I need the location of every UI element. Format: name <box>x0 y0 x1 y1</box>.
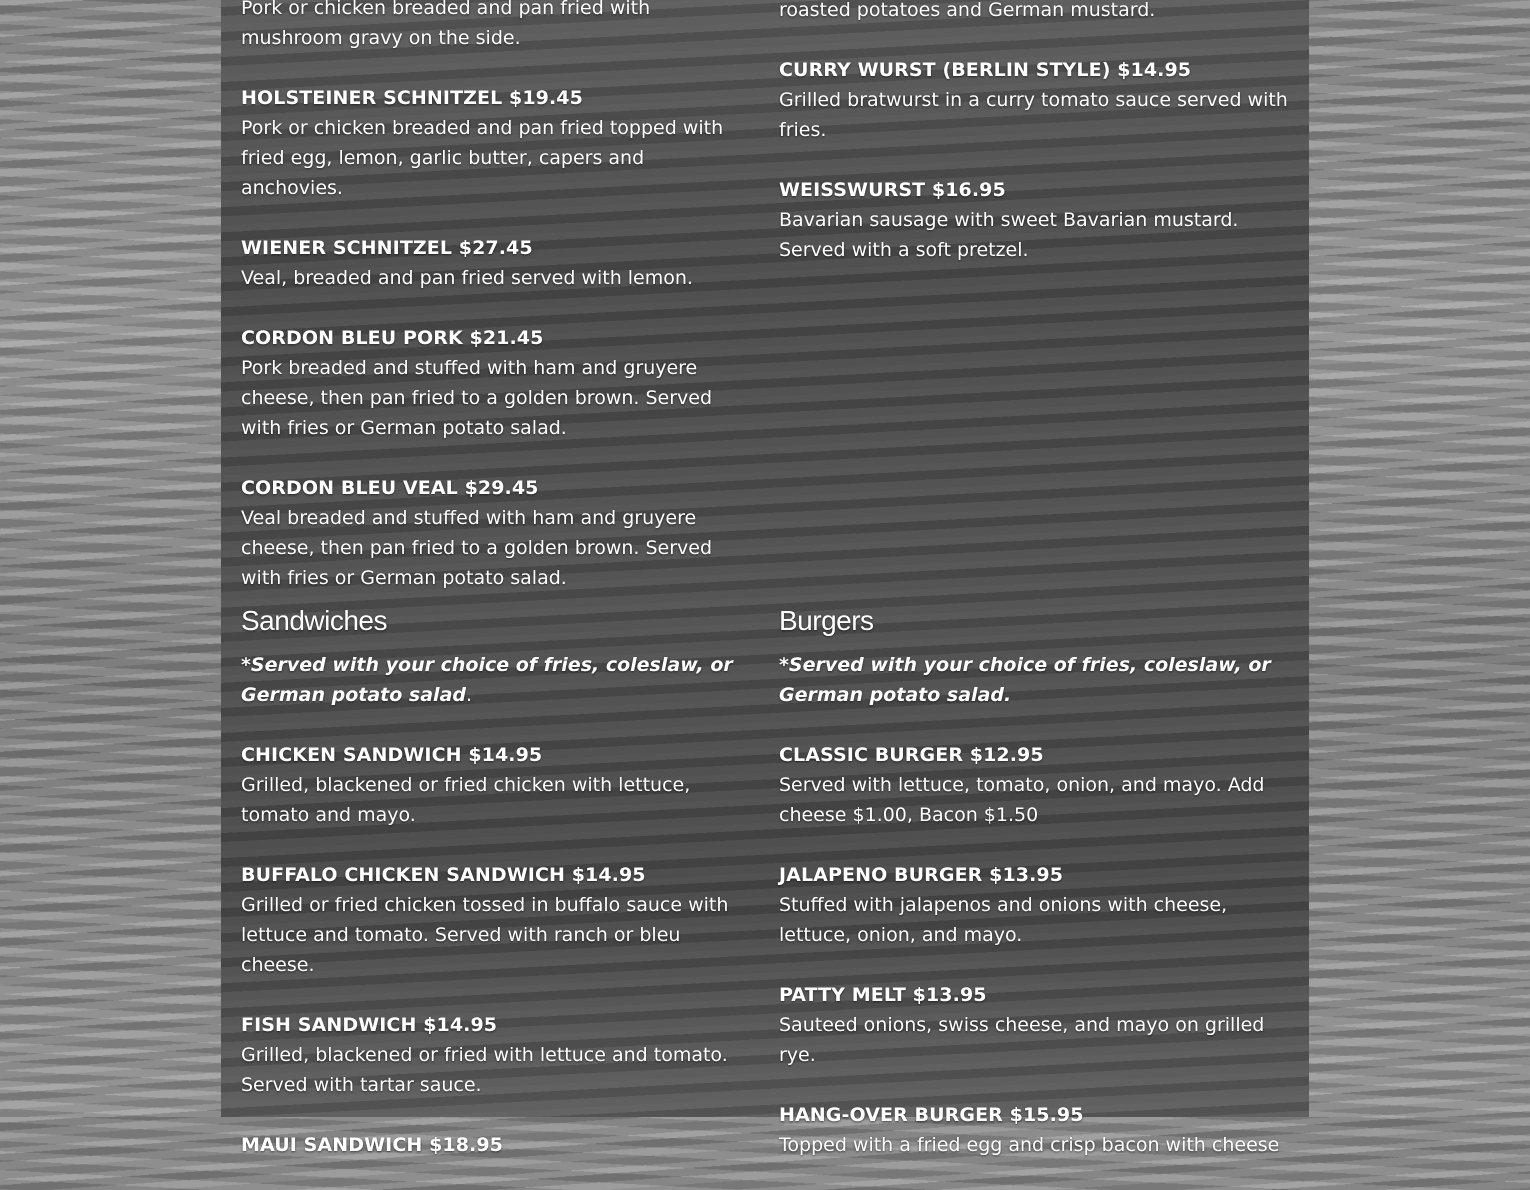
item-description: Grilled, blackened or fried chicken with lettuce, tomato and mayo. <box>241 774 691 826</box>
item-description: Pork or chicken breaded and pan fried topped with fried egg, lemon, garlic butter, capers and anchovies. <box>241 117 724 199</box>
menu-item <box>241 473 751 593</box>
item-name: WEISSWURST $16.95 <box>779 179 1006 201</box>
menu-item <box>779 980 1289 1070</box>
item-name: CHICKEN SANDWICH $14.95 <box>241 744 543 766</box>
item-description: Sauteed onions, swiss cheese, and mayo on grilled rye. <box>779 1014 1265 1066</box>
item-name: CORDON BLEU VEAL $29.45 <box>241 477 539 499</box>
menu-item <box>779 55 1289 145</box>
menu-item <box>779 740 1289 830</box>
item-name: BUFFALO CHICKEN SANDWICH $14.95 <box>241 864 646 886</box>
item-name: CURRY WURST (BERLIN STYLE) $14.95 <box>779 59 1192 81</box>
item-description: Pork or chicken breaded and pan fried with mushroom gravy on the side. <box>241 0 651 49</box>
burgers-section <box>779 604 1289 1190</box>
menu-item <box>241 1130 751 1160</box>
note-suffix: . <box>466 684 473 706</box>
sausage-column <box>779 0 1289 295</box>
menu-item <box>241 860 751 980</box>
menu-item <box>241 323 751 443</box>
item-description: Served with lettuce, tomato, onion, and mayo. Add cheese $1.00, Bacon $1.50 <box>779 774 1265 826</box>
menu-item <box>241 233 751 293</box>
item-name: CORDON BLEU PORK $21.45 <box>241 327 544 349</box>
menu-item <box>779 860 1289 950</box>
item-name: FISH SANDWICH $14.95 <box>241 1014 498 1036</box>
item-name: CLASSIC BURGER $12.95 <box>779 744 1044 766</box>
item-name: HANG-OVER BURGER $15.95 <box>779 1104 1084 1126</box>
item-name: PATTY MELT $13.95 <box>779 984 987 1006</box>
menu-item <box>241 0 751 53</box>
item-description: Pork breaded and stuffed with ham and gruyere cheese, then pan fried to a golden brown. Served with fries or German potato salad. <box>241 357 713 439</box>
note-text: *Served with your choice of fries, coleslaw, or German potato salad <box>241 654 733 706</box>
item-description: Grilled bratwurst in a curry tomato sauce served with fries. <box>779 89 1288 141</box>
item-description: Veal breaded and stuffed with ham and gruyere cheese, then pan fried to a golden brown. Served with fries or German potato salad. <box>241 507 713 589</box>
item-name: WIENER SCHNITZEL $27.45 <box>241 237 533 259</box>
item-name: HOLSTEINER SCHNITZEL $19.45 <box>241 87 583 109</box>
sandwiches-section <box>241 604 751 1190</box>
menu-item <box>779 0 1289 25</box>
item-description: Veal, breaded and pan fried served with lemon. <box>241 267 693 289</box>
section-heading: Sandwiches <box>241 605 387 636</box>
menu-item <box>779 175 1289 265</box>
item-description: Grilled, blackened or fried with lettuce and tomato. Served with tartar sauce. <box>241 1044 728 1096</box>
schnitzel-column <box>241 0 751 623</box>
item-description: Grilled or fried chicken tossed in buffalo sauce with lettuce and tomato. Served with ranch or bleu cheese. <box>241 894 729 976</box>
item-description: roasted potatoes and German mustard. <box>779 0 1156 21</box>
item-name: JALAPENO BURGER $13.95 <box>779 864 1064 886</box>
menu-item <box>241 740 751 830</box>
section-note: *Served with your choice of fries, coleslaw, or German potato salad. <box>779 654 1271 706</box>
menu-item <box>241 83 751 203</box>
section-note <box>241 650 751 710</box>
item-description: Stuffed with jalapenos and onions with cheese, lettuce, onion, and mayo. <box>779 894 1228 946</box>
section-heading: Burgers <box>779 605 874 636</box>
menu-item <box>779 1100 1289 1160</box>
menu-panel <box>221 0 1309 1156</box>
item-description: Bavarian sausage with sweet Bavarian mustard. Served with a soft pretzel. <box>779 209 1239 261</box>
menu-item <box>241 1010 751 1100</box>
item-description: Topped with a fried egg and crisp bacon with cheese <box>779 1134 1280 1156</box>
item-name: MAUI SANDWICH $18.95 <box>241 1134 504 1156</box>
